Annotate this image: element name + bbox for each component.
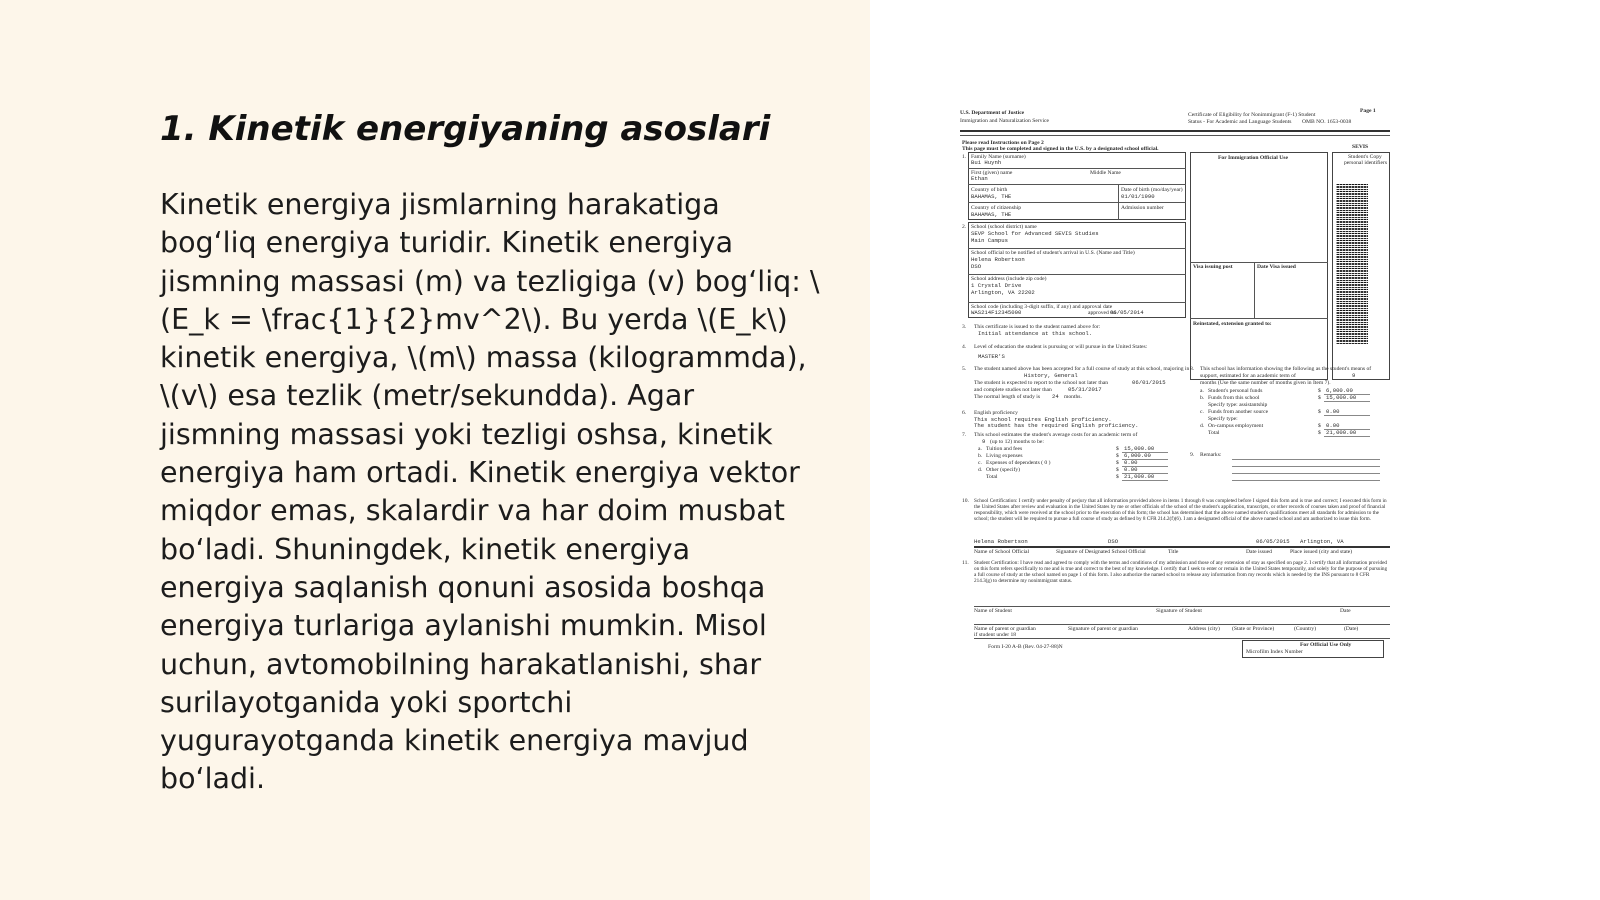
- form-field-value: 1 Crystal Drive: [971, 282, 1022, 289]
- form-row-amount: 0.00: [1326, 408, 1340, 415]
- form-row-amount: 15,000.00: [1124, 445, 1155, 452]
- form-personal-ids: personal identifiers: [1344, 160, 1388, 166]
- form-row-amount: 15,000.00: [1326, 394, 1357, 401]
- form-row-currency: $: [1318, 409, 1321, 415]
- form-item10-title: DSO: [1108, 538, 1119, 545]
- form-row-key: a.: [1200, 388, 1204, 394]
- form-rule: [1190, 262, 1328, 263]
- form-row-underline: [1324, 415, 1370, 416]
- form-rule: [960, 130, 1390, 132]
- form-row-key: d.: [978, 467, 983, 473]
- form-rule: [1190, 318, 1328, 319]
- form-field-value: Ethan: [971, 175, 988, 182]
- form-item8-months: 9: [1352, 372, 1356, 379]
- body-text-line: kinetik energiya, \(m\) massa (kilogrammda),: [160, 341, 807, 375]
- form-field-value: SEVP School for Advanced SEVIS Studies: [971, 230, 1099, 237]
- body-text-line: energiya ham ortadi. Kinetik energiya vektor: [160, 456, 800, 490]
- form-item5d: The normal length of study is: [974, 394, 1041, 400]
- form-row-amount: 0.00: [1326, 422, 1340, 429]
- form-item-number: 7.: [962, 432, 967, 438]
- form-item6: English proficiency: [974, 410, 1018, 416]
- form-row-amount: 6,000.00: [1124, 452, 1151, 459]
- body-text-line: jismning massasi (m) va tezligiga (v) bog‘liq: \: [160, 264, 820, 298]
- form-item-number: 3.: [962, 324, 967, 330]
- form-caption: Signature of parent or guardian: [1068, 626, 1138, 632]
- form-row-label: Total: [986, 474, 998, 480]
- form-row-key: b.: [1200, 395, 1205, 401]
- form-i20-image: [960, 108, 1390, 674]
- form-caption: (Date): [1344, 626, 1359, 632]
- body-text-line: bog‘liq energiya turidir. Kinetik energiya: [160, 226, 734, 260]
- form-item5-report: 06/01/2015: [1132, 379, 1166, 386]
- form-item-number: 10.: [962, 498, 969, 504]
- form-students-copy: Student's Copy: [1348, 154, 1382, 160]
- form-item-number: 4.: [962, 344, 967, 350]
- form-field-value: 01/01/1990: [1121, 193, 1155, 200]
- form-item5: The student named above has been accepted for a full course of study at this school, majoring in: [974, 366, 1190, 372]
- form-item5b: The student is expected to report to the school not later than: [974, 380, 1109, 386]
- form-caption: Title: [1168, 549, 1179, 555]
- form-field-label: School official to be notified of student's arrival in U.S. (Name and Title): [971, 250, 1135, 256]
- form-item-number: 9.: [1190, 452, 1195, 458]
- form-row-currency: $: [1116, 460, 1119, 466]
- form-item6-line: The student has the required English proficiency.: [974, 422, 1139, 429]
- form-rule: [1118, 184, 1119, 220]
- form-omb: OMB NO. 1653-0038: [1302, 119, 1352, 125]
- form-field-label: approved on: [1088, 310, 1116, 316]
- form-school-use: For Official Use Only: [1300, 642, 1352, 648]
- form-row-label: Total: [1208, 430, 1220, 436]
- form-item7-months-label: (up to 12) months to be:: [990, 439, 1044, 445]
- form-field-label: School code (including 3-digit suffix, if any) and approval date: [971, 304, 1113, 310]
- form-row-label: On-campus employment: [1208, 423, 1264, 429]
- form-row-currency: $: [1318, 423, 1321, 429]
- form-field-value: Arlington, VA 22202: [971, 289, 1035, 296]
- form-item-number: 2.: [962, 224, 967, 230]
- form-item8-months-label: months (Use the same number of months given in Item 7).: [1200, 380, 1331, 386]
- form-item5-complete: 05/31/2017: [1068, 386, 1102, 393]
- form-agency: U.S. Department of Justice: [960, 110, 1025, 116]
- body-text-line: jismning massasi yoki tezligi oshsa, kinetik: [160, 417, 773, 451]
- form-instructions: Please read Instructions on Page 2: [962, 140, 1044, 146]
- form-field-label: Country of citizenship: [971, 205, 1022, 211]
- form-line: [1232, 466, 1380, 467]
- form-item10: School Certification: I certify under penalty of perjury that all information provided above in items 1 through 8 was completed before I signed this form and is true and correct; I executed this form in the United States after review and evaluation in the United States by me or other officials of the school of the student's application, transcripts, or other records of courses taken and proof of financial responsibility, which were received at the school prior to the execution of this form; the school has determined that the above named student's qualifications meet all standards for admission to the school; the student will be required to pursue a full course of study as defined by 8 CFR 214.2(f)(6). I am a designated official of the above named school and am authorized to issue this form.: [974, 498, 1387, 522]
- form-item11: Student Certification: I have read and agreed to comply with the terms and conditions of my admission and those of any extension of stay as specified on page 2. I certify that all information provided on this form refers specifically to me and is true and correct to the best of my knowledge. I certify that I seek to enter or remain in the United States temporarily, and solely for the purpose of pursuing a full course of study at the school named on page 1 of this form. I also authorize the named school to release any information from my records which is needed by the INS pursuant to 8 CFR 214.3(g) to determine my nonimmigrant status.: [974, 560, 1388, 584]
- form-agency-sub: Immigration and Naturalization Service: [960, 118, 1050, 124]
- body-text-line: Kinetik energiya jismlarning harakatiga: [160, 188, 720, 221]
- barcode-image: [1336, 184, 1368, 344]
- form-item-number: 11.: [962, 560, 969, 566]
- form-item5-months-label: months.: [1064, 394, 1082, 400]
- form-item-number: 1.: [962, 154, 967, 160]
- form-title: Certificate of Eligibility for Nonimmigrant (F-1) Student: [1188, 112, 1316, 118]
- form-item7: This school estimates the student's average costs for an academic term of: [974, 432, 1138, 438]
- form-caption: Signature of Student: [1156, 608, 1202, 614]
- form-row-amount: 0.00: [1124, 459, 1138, 466]
- form-rule: [1254, 262, 1255, 318]
- form-caption: Place issued (city and state): [1290, 549, 1353, 555]
- form-row-label: Other (specify): [986, 467, 1021, 473]
- form-rule: [968, 184, 1186, 185]
- form-row-underline: [1122, 480, 1168, 481]
- form-caption: Signature of Designated School Official: [1056, 549, 1146, 555]
- form-row-label: Specify type: assistantship: [1208, 402, 1268, 408]
- form-item3-value: Initial attendance at this school.: [978, 330, 1093, 337]
- body-text-line: (E_k = \frac{1}{2}mv^2\). Bu yerda \(E_k\): [160, 302, 788, 336]
- form-field-value: Helena Robertson: [971, 256, 1025, 263]
- form-field-label: School address (include zip code): [971, 276, 1047, 282]
- form-visa-date: Date Visa issued: [1257, 264, 1296, 270]
- form-rule: [968, 302, 1186, 303]
- form-row-label: Expenses of dependents ( 0 ): [986, 460, 1051, 466]
- form-caption: (Country): [1294, 626, 1317, 632]
- form-reinstated: Reinstated, extension granted to:: [1193, 321, 1272, 327]
- form-caption: Name of School Official: [974, 549, 1030, 555]
- slide-title: 1. Kinetik energiyaning asoslari: [160, 109, 771, 149]
- form-item-number: 6.: [962, 410, 967, 416]
- form-row-label: Funds from this school: [1208, 395, 1260, 401]
- slide-body-text: [160, 186, 840, 799]
- form-instructions-2: This page must be completed and signed in the U.S. by a designated school official.: [962, 146, 1159, 152]
- form-title-sub: Status - For Academic and Language Students: [1188, 119, 1292, 125]
- body-text-line: bo‘ladi. Shuningdek, kinetik energiya: [160, 532, 691, 566]
- form-rule: [974, 638, 1390, 639]
- form-item10-name: Helena Robertson: [974, 538, 1028, 545]
- form-row-key: b.: [978, 453, 983, 459]
- form-row-currency: $: [1116, 446, 1119, 452]
- form-row-currency: $: [1116, 474, 1119, 480]
- form-caption: Date issued: [1246, 549, 1272, 555]
- form-row-currency: $: [1116, 453, 1119, 459]
- form-field-label: Family Name (surname): [971, 154, 1026, 160]
- form-parent-caption-2: if student under 18: [974, 632, 1017, 638]
- form-field-value: Main Campus: [971, 237, 1008, 244]
- form-row-label: Living expenses: [986, 453, 1023, 459]
- form-row-key: d.: [1200, 423, 1205, 429]
- form-item5c: and complete studies not later than: [974, 387, 1052, 393]
- form-row-currency: $: [1318, 388, 1321, 394]
- form-caption: Name of Student: [974, 608, 1012, 614]
- form-rule: [960, 135, 1390, 136]
- body-text-line: surilayotganida yoki sportchi: [160, 685, 573, 719]
- form-field-label: Country of birth: [971, 187, 1008, 193]
- form-rule: [968, 274, 1186, 275]
- body-text-line: miqdor emas, skalardir va har doim musbat: [160, 494, 785, 528]
- form-row-underline: [1324, 436, 1370, 437]
- form-field-value: BAHAMAS, THE: [971, 211, 1012, 218]
- form-field-value: 06/05/2014: [1110, 309, 1144, 316]
- form-item10-place: Arlington, VA: [1300, 538, 1344, 545]
- form-caption: Name of parent or guardian: [974, 626, 1036, 632]
- form-field-value: DSO: [971, 263, 982, 270]
- form-field-label: School (school district) name: [971, 224, 1037, 230]
- form-field-value: Bui Huynh: [971, 159, 1002, 166]
- form-field-label: Date of birth (mo/day/year): [1121, 187, 1183, 193]
- form-row-underline: [1324, 401, 1370, 402]
- form-row-key: a.: [978, 446, 982, 452]
- form-item9: Remarks:: [1200, 452, 1222, 458]
- form-rule: [974, 624, 1390, 625]
- body-text-line: uchun, avtomobilning harakatlanishi, shar: [160, 647, 762, 681]
- body-text-line: energiya turlariga aylanishi mumkin. Misol: [160, 609, 767, 643]
- form-row-label: Student's personal funds: [1208, 388, 1263, 394]
- form-field-value: BAHAMAS, THE: [971, 193, 1012, 200]
- form-item-number: 5.: [962, 366, 967, 372]
- form-item3: This certificate is issued to the student named above for:: [974, 324, 1101, 330]
- form-item10-date: 06/05/2015: [1256, 538, 1290, 545]
- form-item4-value: MASTER'S: [978, 353, 1005, 360]
- form-item8: This school has information showing the following as the student's means of support, estimated for an academic term of: [1200, 366, 1372, 379]
- form-caption: (State or Province): [1232, 626, 1275, 632]
- form-item5-months: 24: [1052, 393, 1059, 400]
- form-rule: [968, 202, 1186, 203]
- body-text-line: \(v\) esa tezlik (metr/sekundda). Agar: [160, 379, 695, 413]
- body-text-line: yugurayotganda kinetik energiya mavjud: [160, 724, 749, 758]
- form-row-label: Specify type:: [1208, 416, 1238, 422]
- body-text-line: energiya saqlanish qonuni asosida boshqa: [160, 570, 766, 604]
- form-item6-line: This school requires English proficiency.: [974, 416, 1112, 423]
- form-field-label: Middle Name: [1090, 170, 1121, 176]
- form-row-label: Funds from another source: [1208, 409, 1269, 415]
- form-imm-use: For Immigration Official Use: [1218, 155, 1288, 161]
- form-microfilm: Microfilm Index Number: [1246, 649, 1303, 655]
- form-number: Form I-20 A-B (Rev. 04-27-88)N: [988, 644, 1063, 650]
- form-field-label: Admission number: [1121, 205, 1164, 211]
- form-page: Page 1: [1360, 108, 1376, 114]
- form-row-key: c.: [1200, 409, 1204, 415]
- form-row-label: Tuition and fees: [986, 446, 1023, 452]
- form-line: [1232, 473, 1380, 474]
- form-item7-months: 9: [982, 438, 986, 445]
- form-row-key: c.: [978, 460, 982, 466]
- form-row-currency: $: [1116, 467, 1119, 473]
- form-row-amount: 21,000.00: [1326, 429, 1357, 436]
- form-line: [1232, 459, 1380, 460]
- form-rule: [968, 248, 1186, 249]
- form-rule: [974, 606, 1390, 607]
- form-rule: [968, 168, 1186, 169]
- form-sevis: SEVIS: [1352, 144, 1369, 150]
- form-caption: Date: [1340, 608, 1351, 614]
- form-item5-major: History, General: [1024, 372, 1078, 379]
- form-visa-post: Visa issuing post: [1193, 264, 1233, 270]
- form-row-amount: 0.00: [1124, 466, 1138, 473]
- form-row-amount: 21,000.00: [1124, 473, 1155, 480]
- form-rule: [974, 546, 1390, 548]
- form-row-amount: 6,000.00: [1326, 387, 1353, 394]
- form-item-number: 8.: [1190, 366, 1195, 372]
- form-item4: Level of education the student is pursuing or will pursue in the United States:: [974, 344, 1148, 350]
- form-field-label: First (given) name: [971, 170, 1013, 176]
- form-line: [1232, 480, 1380, 481]
- body-text-line: bo‘ladi.: [160, 762, 266, 796]
- form-row-currency: $: [1318, 430, 1321, 436]
- form-row-currency: $: [1318, 395, 1321, 401]
- form-caption: Address (city): [1188, 626, 1220, 632]
- form-field-value: WAS214F12345000: [971, 309, 1022, 316]
